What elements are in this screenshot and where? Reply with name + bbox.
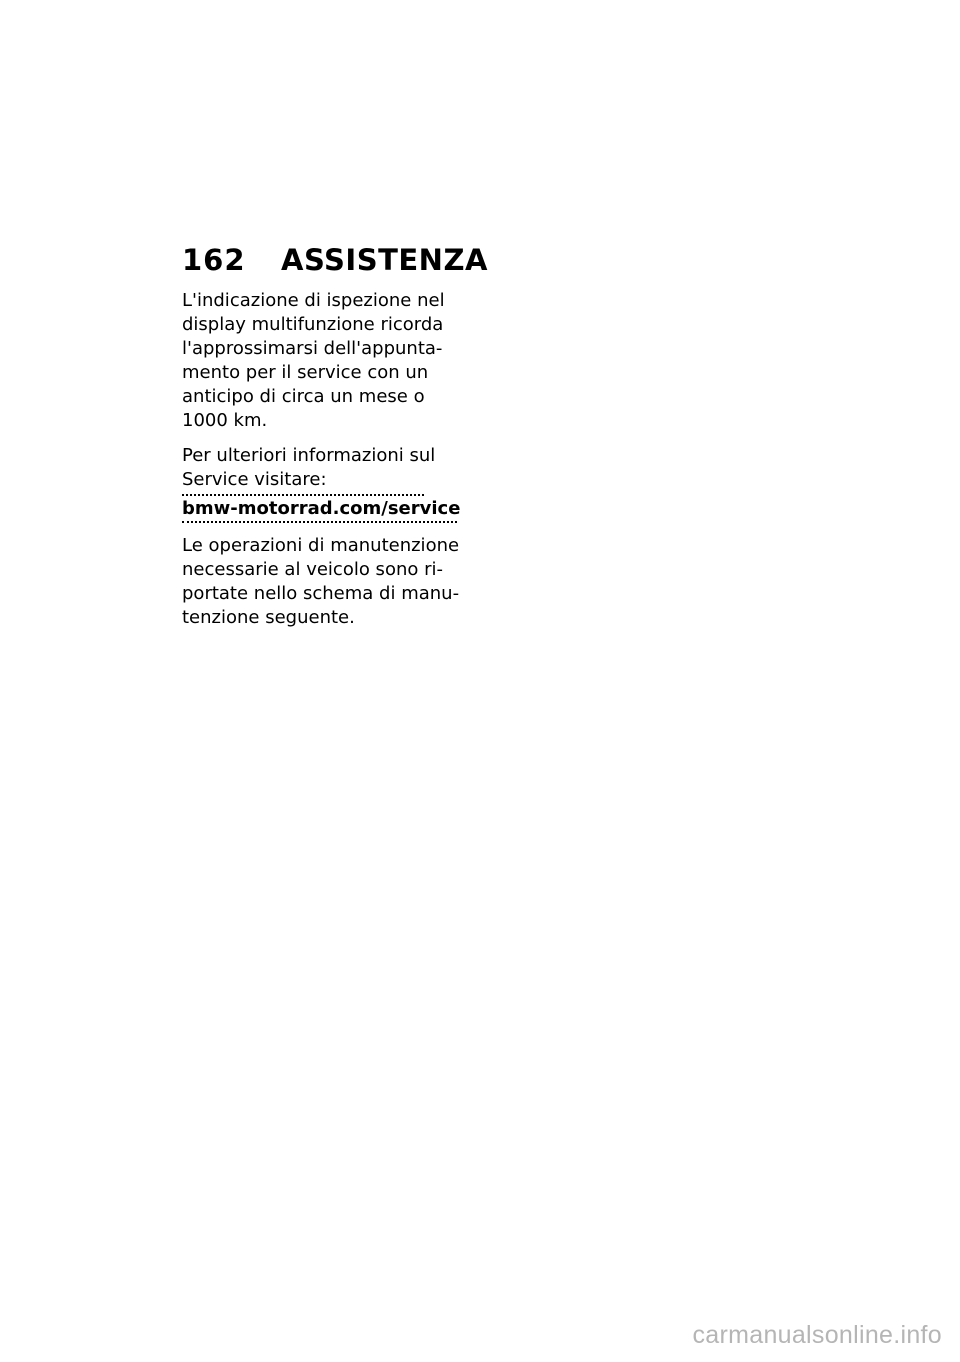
paragraph-more-info [182, 444, 461, 523]
text-line: L'indicazione di ispezione nel [182, 290, 445, 311]
text-line: Per ulteriori informazioni sul [182, 445, 436, 466]
text-line: Service visitare: [182, 469, 327, 490]
section-title: ASSISTENZA [281, 243, 488, 277]
link-dotted-rule [182, 494, 424, 496]
text-line: portate nello schema di manu- [182, 583, 460, 604]
service-link[interactable]: bmw-motorrad.com/service [182, 497, 457, 523]
text-line: 1000 km. [182, 410, 268, 431]
paragraph-inspection-indicator [182, 289, 457, 433]
text-line: tenzione seguente. [182, 607, 355, 628]
text-line: necessarie al veicolo sono ri- [182, 559, 443, 580]
page-number: 162 [182, 243, 246, 277]
paragraph-maintenance [182, 534, 460, 630]
text-line: anticipo di circa un mese o [182, 386, 425, 407]
text-line: display multifunzione ricorda [182, 314, 444, 335]
text-line: Le operazioni di manutenzione [182, 535, 460, 556]
body-column [182, 289, 461, 641]
text-line: l'approssimarsi dell'appunta- [182, 338, 443, 359]
text-line: mento per il service con un [182, 362, 429, 383]
footer-watermark: carmanualsonline.info [692, 1321, 942, 1349]
page-header [182, 240, 488, 280]
